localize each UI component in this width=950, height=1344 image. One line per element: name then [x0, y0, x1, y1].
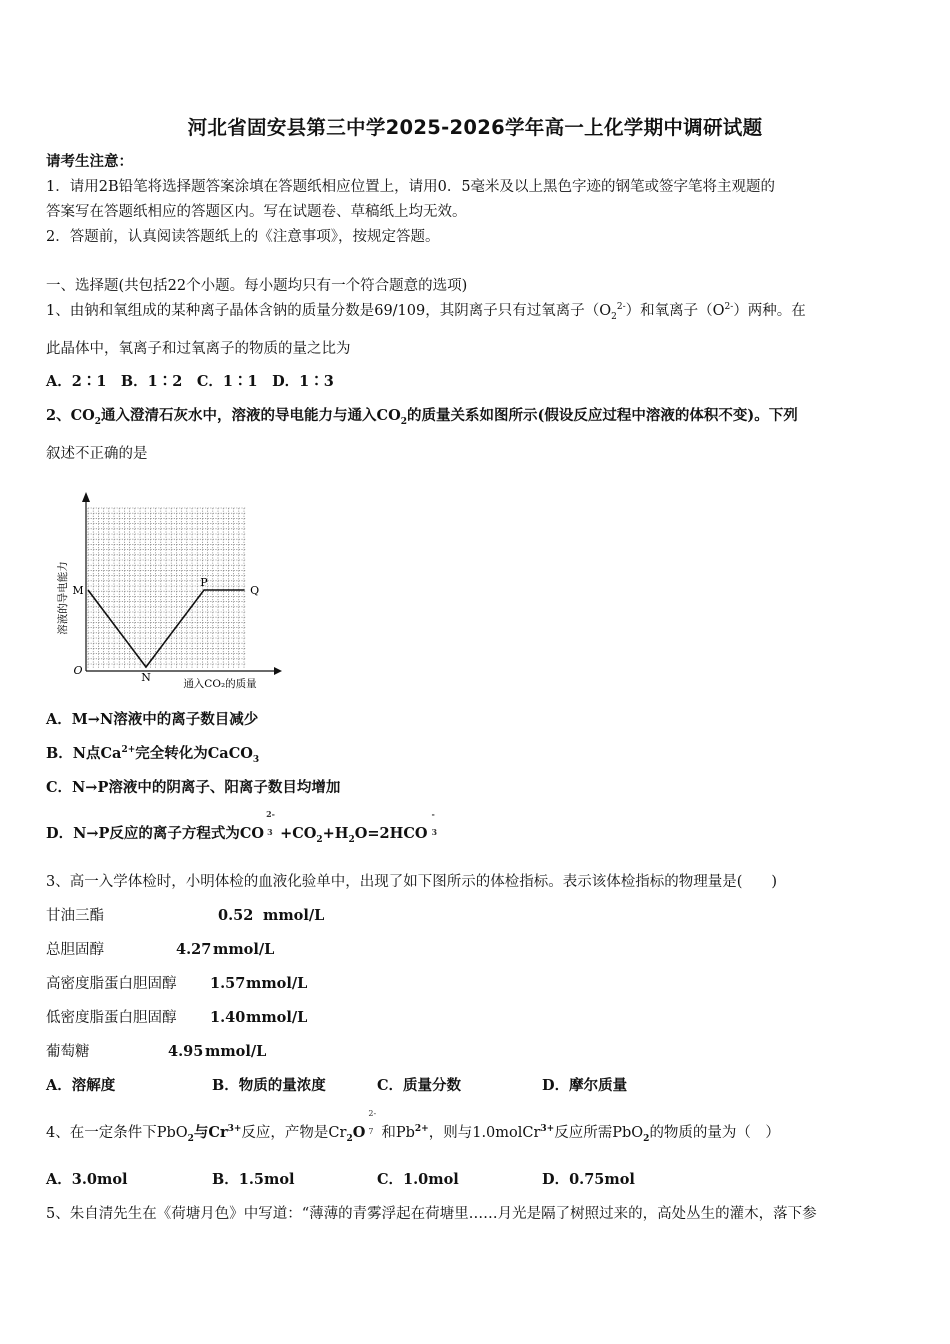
- conductivity-chart: [46, 488, 286, 693]
- section-heading: 一、选择题(共包括22个小题。每小题均只有一个符合题意的选项): [46, 278, 468, 294]
- q5-stem: 5、朱自清先生在《荷塘月色》中写道：“薄薄的青雾浮起在荷塘里……月光是隔了树照过来的，高处丛生的灌木，落下参: [46, 1206, 817, 1222]
- notice-item-1b: 答案写在答题纸相应的答题区内。写在试题卷、草稿纸上均无效。: [46, 204, 467, 220]
- q3-row-unit: mmol/L: [246, 975, 308, 992]
- q1-stem-line2: 此晶体中，氧离子和过氧离子的物质的量之比为: [46, 341, 351, 357]
- q4-stem: 4、在一定条件下PbO$_2$与$Cr^{3+}$反应，产物是$Cr_2O$ 2- 7 和$Pb^{2+}$，则与1.0molCr$^{3+}$反应所需PbO$_2$的物质的量为（ ）: [46, 1109, 780, 1144]
- q3-row-value: 4.27: [176, 941, 212, 958]
- q3-row-value: 1.57: [210, 975, 246, 992]
- q3-row-value: 0.52: [218, 907, 254, 924]
- q4-option-b: B．1.5mol: [212, 1171, 295, 1188]
- chart-grid: [88, 508, 246, 669]
- q3-option-b: B．物质的量浓度: [212, 1077, 326, 1094]
- q3-row-name: 甘油三酯: [46, 908, 104, 924]
- q2-option-a: A．M→N溶液中的离子数目减少: [46, 711, 259, 728]
- q4-option-a: A．3.0mol: [46, 1171, 128, 1188]
- q4-option-d: D．0.75mol: [542, 1171, 635, 1188]
- q1-options: A．2∶1 B．1∶2 C．1∶1 D．1∶3: [46, 373, 334, 390]
- q2-option-b: B．N点$Ca^{2+}$完全转化为CaCO$_3$: [46, 745, 260, 765]
- q3-row-name: 低密度脂蛋白胆固醇: [46, 1010, 177, 1026]
- page-title: 河北省固安县第三中学2025-2026学年高一上化学期中调研试题: [187, 116, 763, 139]
- q3-stem: 3、高一入学体检时，小明体检的血液化验单中，出现了如下图所示的体检指标。表示该体检指标的物理量是( ): [46, 874, 778, 890]
- q3-row-value: 1.40: [210, 1009, 246, 1026]
- notice-item-2: 2．答题前，认真阅读答题纸上的《注意事项》，按规定答题。: [46, 229, 440, 245]
- q3-row-unit: mmol/L: [205, 1043, 267, 1060]
- q2-option-c: C．N→P溶液中的阴离子、阳离子数目均增加: [46, 779, 341, 796]
- q3-option-a: A．溶解度: [46, 1077, 116, 1094]
- q3-row-unit: mmol/L: [246, 1009, 308, 1026]
- notice-heading: 请考生注意：: [46, 153, 133, 170]
- q3-row-unit: mmol/L: [213, 941, 275, 958]
- q3-row-value: 4.95: [168, 1043, 204, 1060]
- point-label-n: N: [141, 671, 151, 684]
- q1-stem-line1: 1、由钠和氧组成的某种离子晶体含钠的质量分数是69/109，其阴离子只有过氧离子$(O_2^{2-})$和氧离子$(O^{2-})$两种。在: [46, 302, 806, 322]
- x-axis-label: 通入CO₂的质量: [183, 678, 257, 690]
- q4-option-c: C．1.0mol: [377, 1171, 459, 1188]
- q2-stem-line1: 2、$CO_2$通入澄清石灰水中，溶液的导电能力与通入$CO_2$的质量关系如图所示(假设反应过程中溶液的体积不变)。下列: [46, 407, 798, 427]
- q2-option-d: D．N→P反应的离子方程式为CO 2- 3 $+CO_2+H_2O=2HCO$ - 3: [46, 809, 438, 845]
- point-label-q: Q: [250, 584, 260, 597]
- q3-row-name: 高密度脂蛋白胆固醇: [46, 976, 177, 992]
- origin-label: O: [73, 664, 83, 677]
- y-axis-label: 溶液的导电能力: [57, 561, 69, 635]
- q3-row-name: 总胆固醇: [46, 942, 104, 958]
- q3-row-unit: mmol/L: [263, 907, 325, 924]
- point-label-p: P: [200, 576, 208, 589]
- y-axis-arrow: [82, 492, 90, 502]
- notice-item-1a: 1．请用2B铅笔将选择题答案涂填在答题纸相应位置上，请用0．5毫米及以上黑色字迹的钢笔或签字笔将主观题的: [46, 179, 776, 195]
- point-label-m: M: [72, 584, 84, 597]
- q3-option-d: D．摩尔质量: [542, 1077, 628, 1094]
- q3-option-c: C．质量分数: [377, 1077, 462, 1094]
- q2-stem-line2: 叙述不正确的是: [46, 446, 148, 462]
- x-axis-arrow: [274, 667, 282, 675]
- q3-row-name: 葡萄糖: [46, 1044, 90, 1060]
